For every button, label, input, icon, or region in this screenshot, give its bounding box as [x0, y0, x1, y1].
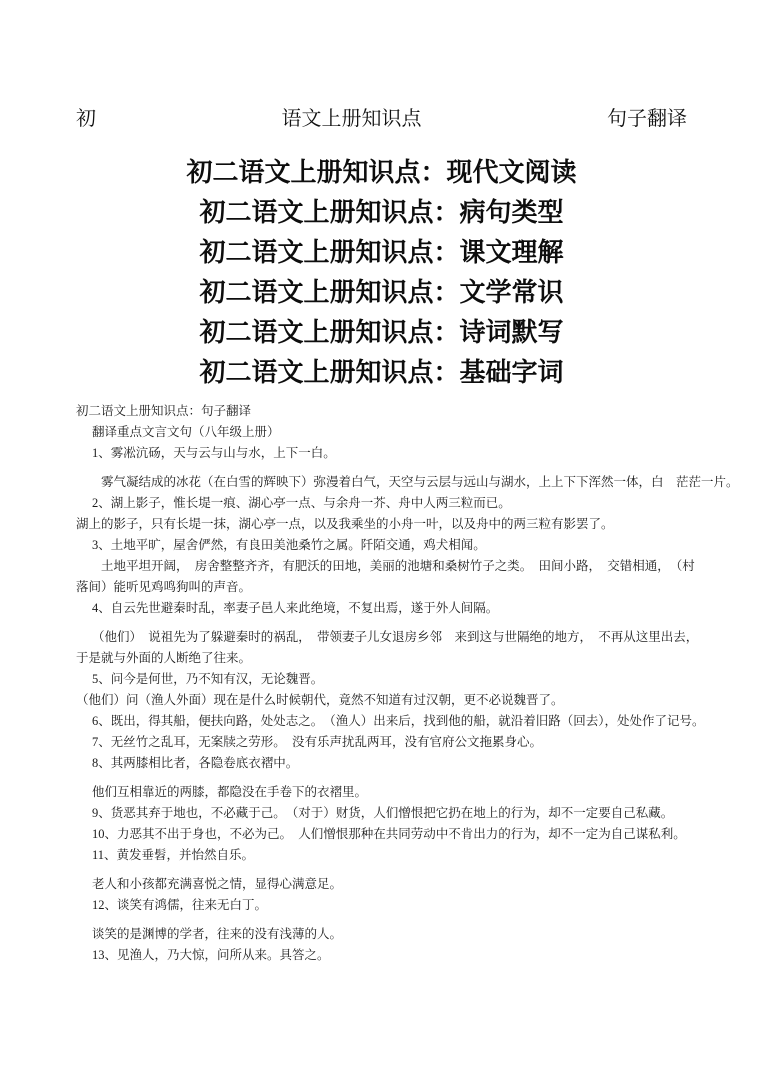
section-title: 初二语文上册知识点：课文理解 [199, 237, 564, 267]
section-title-list [76, 152, 687, 392]
paragraph-line: （他们）问（渔人外面）现在是什么时候朝代，竟然不知道有过汉朝，更不必说魏晋了。 [76, 693, 564, 707]
paragraph-line: 5、问今是何世，乃不知有汉，无论魏晋。 [92, 672, 324, 686]
paragraph-line: 老人和小孩都充满喜悦之情，显得心满意足。 [92, 877, 343, 891]
paragraph-line: （他们） 说祖先为了躲避秦时的祸乱， 带领妻子儿女退房乡邻 来到这与世隔绝的地方， 不再从这里出去， [92, 630, 699, 644]
paragraph-line: 于是就与外面的人断绝了往来。 [76, 651, 252, 665]
document-title: 语文上册知识点 [281, 108, 422, 130]
header-left-text: 初 [76, 108, 96, 130]
paragraph-line: 8、其两膝相比者，各隐卷底衣褶中。 [92, 756, 299, 770]
paragraph-line: 4、自云先世避秦时乱，率妻子邑人来此绝境，不复出焉，遂于外人间隔。 [92, 601, 499, 615]
paragraph-line: 12、谈笑有鸿儒，往来无白丁。 [92, 898, 268, 912]
paragraph-line: 1、雾凇沆砀，天与云与山与水，上下一白。 [92, 446, 336, 460]
body-text [76, 401, 739, 966]
section-title: 初二语文上册知识点：基础字词 [199, 357, 564, 387]
paragraph-line: 土地平坦开阔， 房舍整整齐齐，有肥沃的田地，美丽的池塘和桑树竹子之类。 田间小路， 交错相通， （村 [101, 559, 695, 573]
paragraph-line: 谈笑的是渊博的学者，往来的没有浅薄的人。 [92, 927, 343, 941]
section-title: 初二语文上册知识点：病句类型 [199, 197, 564, 227]
section-title: 初二语文上册知识点：文学常识 [199, 277, 564, 307]
paragraph-line: 11、黄发垂髫，并怡然自乐。 [92, 848, 255, 862]
paragraph-line: 翻译重点文言文句（八年级上册） [92, 425, 280, 439]
section-title: 初二语文上册知识点：现代文阅读 [186, 157, 577, 187]
paragraph-line: 雾气凝结成的冰花（在白雪的辉映下）弥漫着白气，天空与云层与远山与湖水，上上下下浑然一体，白 茫茫一片。 [101, 475, 739, 489]
paragraph-line: 10、力恶其不出于身也，不必为己。 人们憎恨那种在共同劳动中不肯出力的行为，却不一定为自己谋私利。 [92, 827, 686, 841]
paragraph-line: 6、既出，得其船，便扶向路，处处志之。 （渔人）出来后，找到他的船，就沿着旧路（回去），处处作了记号。 [92, 714, 705, 728]
header-right-text: 句子翻译 [607, 108, 687, 130]
paragraph-line: 2、湖上影子，惟长堤一痕、湖心亭一点、与余舟一芥、舟中人两三粒而已。 [92, 496, 511, 510]
paragraph-line: 9、货恶其弃于地也，不必藏于己。 （对于）财货，人们憎恨把它扔在地上的行为，却不一定要自己私藏。 [92, 806, 674, 820]
paragraph-line: 13、见渔人，乃大惊，问所从来。具答之。 [92, 948, 330, 962]
paragraph-line: 初二语文上册知识点：句子翻译 [76, 404, 252, 418]
paragraph-line: 3、土地平旷，屋舍俨然，有良田美池桑竹之属。阡陌交通，鸡犬相闻。 [92, 538, 486, 552]
paragraph-line: 湖上的影子，只有长堤一抹，湖心亭一点，以及我乘坐的小舟一叶，以及舟中的两三粒有影罢了。 [76, 517, 614, 531]
paragraph-line: 落间）能听见鸡鸣狗叫的声音。 [76, 580, 252, 594]
paragraph-line: 7、无丝竹之乱耳，无案牍之劳形。 没有乐声扰乱两耳，没有官府公文拖累身心。 [92, 735, 543, 749]
paragraph-line: 他们互相靠近的两膝，都隐没在手卷下的衣褶里。 [92, 785, 368, 799]
section-title: 初二语文上册知识点：诗词默写 [199, 317, 564, 347]
document-header [76, 106, 687, 132]
